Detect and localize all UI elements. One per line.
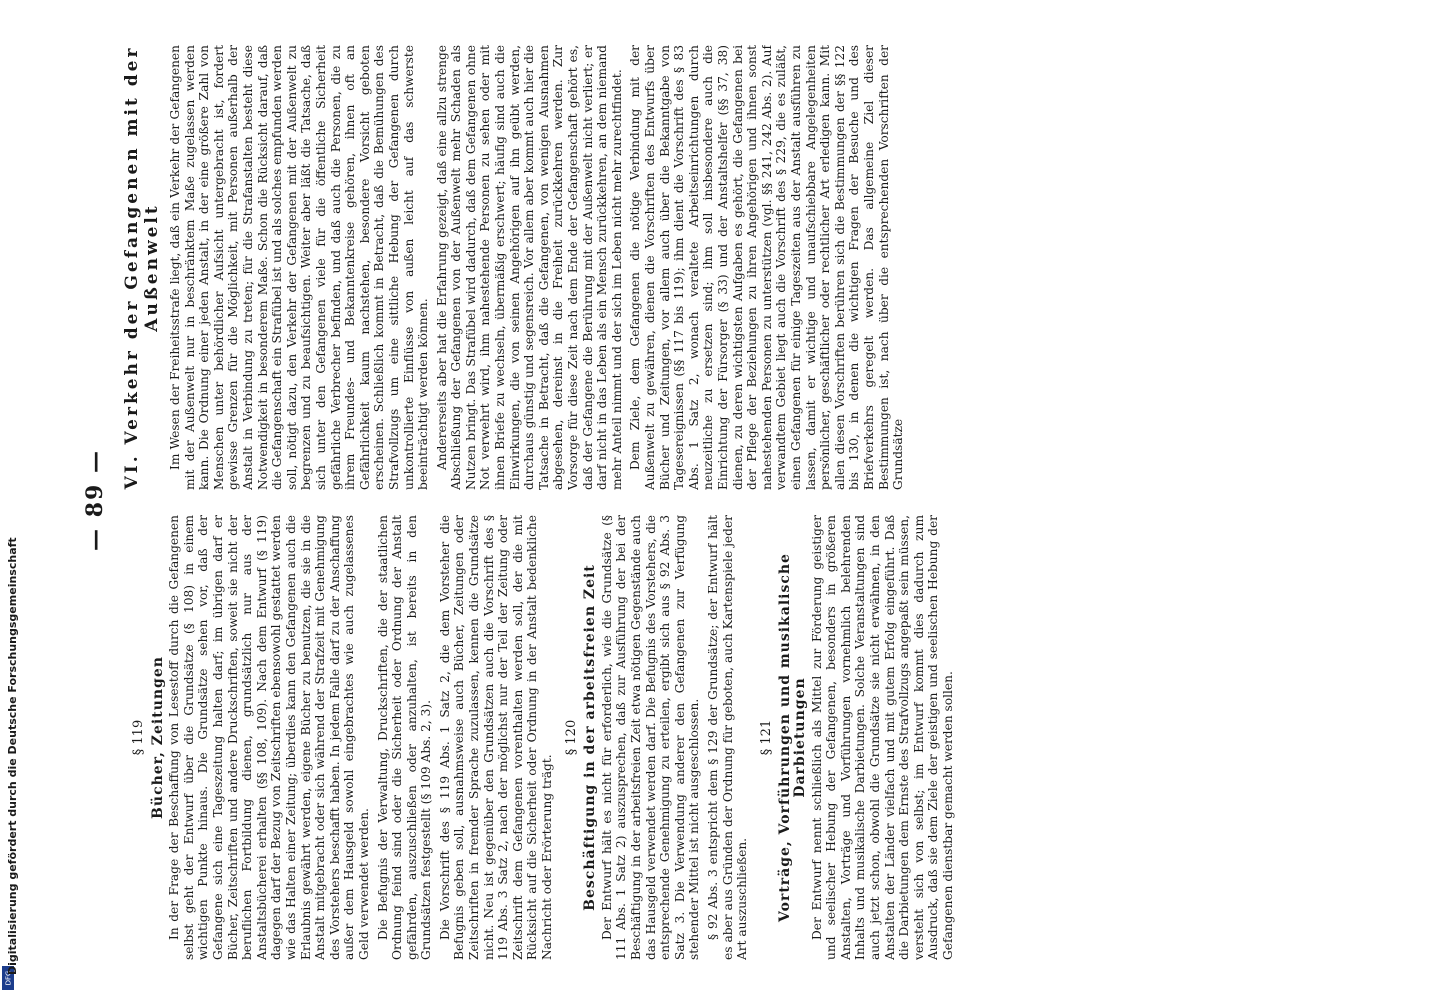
paragraph: Der Entwurf hält es nicht für erforderlich, wie die Grundsätze (§ 111 Abs. 1 Satz 2) auszusprechen, daß zur Ausführung der bei der Beschäftigung in der arbeitsfreien Zeit etwa nötigen Gegenstände auch das Hausgeld verwendet werden darf. Die Befugnis des Vorstehers, die entsprechende Genehmigung zu erteilen, ergibt sich aus § 92 Abs. 3 Satz 3. Die Verwendung anderer den Gefangenen zur Verfügung stehender Mittel ist nicht ausgeschlossen. bbox=[599, 515, 702, 960]
section-title-119: Bücher, Zeitungen bbox=[149, 656, 166, 819]
paragraph: Dem Ziele, dem Gefangenen die nötige Verbindung mit der Außenwelt zu gewähren, dienen die Vorschriften des Entwurfs über Bücher und Zeitungen, vor allem auch über die Bekanntgabe von Tagesereignissen (§§ 117 bis 119); ihm dient die Vorschrift des § 83 Abs. 1 Satz 2, wonach veraltete Arbeitseinrichtungen durch neuzeitliche zu ersetzen sind; ihm soll insbesondere auch die Einrichtung der Fürsorger (§ 33) und der Anstaltshelfer (§§ 37, 38) dienen, zu deren wichtigsten Aufgaben es gehört, die Gefangenen bei der Pflege der Beziehungen zu ihren Angehörigen und ihnen sonst nahestehenden Personen zu unterstützen (vgl. §§ 241, 242 Abs. 2). Auf verwandtem Gebiet liegt auch die Vorschrift des § 229, die es zuläßt, einen Gefangenen für einige Tageszeiten aus der Anstalt ausführen zu lassen, damit er wichtige und unaufschiebbare Angelegenheiten persönlicher, geschäftlicher oder rechtlicher Art erledigen kann. Mit allen diesen Vorschriften berühren sich die Bestimmungen der §§ 122 bis 130, in denen die wichtigen Fragen der Besuche und des Briefverkehrs geregelt werden. Das allgemeine Ziel dieser Bestimmungen ist, nach über die entsprechenden Vorschriften der Grundsätze bbox=[628, 45, 906, 490]
section-title-121: Vorträge, Vorführungen und musikalische Darbietungen bbox=[777, 553, 808, 922]
paragraph: § 92 Abs. 3 entspricht dem § 129 der Grundsätze; der Entwurf hält es aber aus Gründen der Ordnung für geboten, auch Kartenspiele jeder Art auszuschließen. bbox=[705, 515, 750, 960]
footer-text: Digitalisierung gefördert durch die Deutsche Forschungsgemeinschaft bbox=[6, 537, 19, 975]
scanned-page bbox=[82, 20, 1422, 980]
section-number-120: § 120 bbox=[563, 719, 579, 756]
paragraph: Die Befugnis der Verwaltung, Druckschriften, die der staatlichen Ordnung feind sind oder die Sicherheit oder Ordnung der Anstalt gefährden, auszuschließen oder anzuhalten, ist bereits in den Grundsätzen festgestellt (§ 109 Abs. 2, 3). bbox=[375, 515, 434, 960]
page-number: — 89 — bbox=[82, 449, 108, 551]
left-column bbox=[122, 515, 1342, 960]
rotated-page-content bbox=[82, 20, 1422, 980]
paragraph: Im Wesen der Freiheitsstrafe liegt, daß ein Verkehr der Gefangenen mit der Außenwelt nur in beschränktem Maße zugelassen werden kann. Die Ordnung einer jeden Anstalt, in der eine größere Zahl von Menschen unter behördlicher Aufsicht untergebracht ist, fordert gewisse Grenzen für die Möglichkeit, mit Personen außerhalb der Anstalt in Verbindung zu treten; für die Strafanstalten besteht diese Notwendigkeit in besonderem Maße. Schon die Rücksicht darauf, daß die Gefangenschaft ein Strafübel ist und als solches empfunden werden soll, nötigt dazu, den Verkehr der Gefangenen mit der Außenwelt zu begrenzen und zu beaufsichtigen. Weiter aber läßt die Tatsache, daß sich unter den Gefangenen viele für die öffentliche Sicherheit gefährliche Verbrecher befinden, und daß auch die Personen, die zu ihrem Freundes- und Bekanntenkreise gehören, ihnen oft an Gefährlichkeit kaum nachstehen, besondere Vorsicht geboten erscheinen. Schließlich kommt in Betracht, daß die Bemühungen des Strafvollzugs um eine sittliche Hebung der Gefangenen durch unkontrollierte Einflüsse von außen leicht auf das schwerste beeinträchtigt werden können. bbox=[168, 45, 431, 490]
paragraph: Die Vorschrift des § 119 Abs. 1 Satz 2, die dem Vorsteher die Befugnis geben soll, ausnahmsweise auch Bücher, Zeitungen oder Zeitschriften in fremder Sprache zuzulassen, kennen die Grundsätze nicht. Neu ist gegenüber den Grundsätzen auch die Vorschrift des § 119 Abs. 3 Satz 2, nach der möglichst nur der Teil der Zeitung oder Zeitschrift dem Gefangenen vorenthalten werden soll, der die mit Rücksicht auf die Sicherheit oder Ordnung in der Anstalt bedenkliche Nachricht oder Erörterung trägt. bbox=[437, 515, 555, 960]
section-number-119: § 119 bbox=[131, 719, 146, 756]
section-number-121: § 121 bbox=[758, 719, 774, 756]
chapter-title: VI. Verkehr der Gefangenen mit der Außenwelt bbox=[122, 45, 162, 490]
paragraph: Der Entwurf nennt schließlich als Mittel zur Förderung geistiger und seelischer Hebung der Gefangenen, besonders in größeren Anstalten, Vorträge und Vorführungen vornehmlich belehrenden Inhalts und musikalische Darbietungen. Solche Veranstaltungen sind auch jetzt schon, obwohl die Grundsätze sie nicht erwähnen, in den Anstalten der Länder vielfach und mit gutem Erfolg eingeführt. Daß die Darbietungen dem Ernste des Strafvollzugs angepaßt sein müssen, versteht sich von selbst; im Entwurf kommt dies dadurch zum Ausdruck, daß sie dem Ziele der geistigen und seelischen Hebung der Gefangenen dienstbar gemacht werden sollen. bbox=[809, 515, 955, 960]
paragraph: Andererseits aber hat die Erfahrung gezeigt, daß eine allzu strenge Abschließung der Gefangenen von der Außenwelt mehr Schaden als Nutzen bringt. Das Strafübel wird dadurch, daß dem Gefangenen ohne Not verwehrt wird, ihm nahestehende Personen zu sehen oder mit ihnen Briefe zu wechseln, übermäßig erschwert; häufig sind auch die Einwirkungen, die von seinen Angehörigen auf ihn geübt werden, durchaus günstig und segensreich. Vor allem aber kommt auch hier die Tatsache in Betracht, daß die Gefangenen, von wenigen Ausnahmen abgesehen, dereinst in die Freiheit zurückkehren werden. Zur Vorsorge für diese Zeit nach dem Ende der Gefangenschaft gehört es, daß der Gefangene die Berührung mit der Außenwelt nicht verliert; er darf nicht in das Leben als ein Mensch zurückkehren, an dem niemand mehr Anteil nimmt und der sich im Leben nicht mehr zurechtfindet. bbox=[434, 45, 624, 490]
right-column bbox=[122, 45, 1342, 490]
dfg-logo-icon: DFG bbox=[2, 966, 14, 990]
digitization-footer bbox=[0, 0, 70, 1000]
paragraph: In der Frage der Beschaffung von Lesestoff durch die Gefangenen selbst geht der Entwurf über die Grundsätze (§ 108) in einem wichtigen Punkte hinaus. Die Grundsätze sehen vor, daß der Gefangene sich eine Tageszeitung halten darf; im übrigen darf er Bücher, Zeitschriften und andere Druckschriften, soweit sie nicht der beruflichen Fortbildung dienen, grundsätzlich nur aus der Anstaltsbücherei erhalten (§§ 108, 109). Nach dem Entwurf (§ 119) dagegen darf der Bezug von Zeitschriften ebensowohl gestattet werden wie das Halten einer Zeitung; überdies kann den Gefangenen auch die Erlaubnis gewährt werden, eigene Bücher zu benutzen, die sie in die Anstalt mitgebracht oder sich während der Strafzeit mit Genehmigung des Vorstehers beschafft haben. In jedem Falle darf zu der Anschaffung außer dem Hausgeld sowohl eingebrachtes wie auch zugelassenes Geld verwendet werden. bbox=[167, 515, 371, 960]
section-title-120: Beschäftigung in der arbeitsfreien Zeit bbox=[582, 564, 599, 911]
